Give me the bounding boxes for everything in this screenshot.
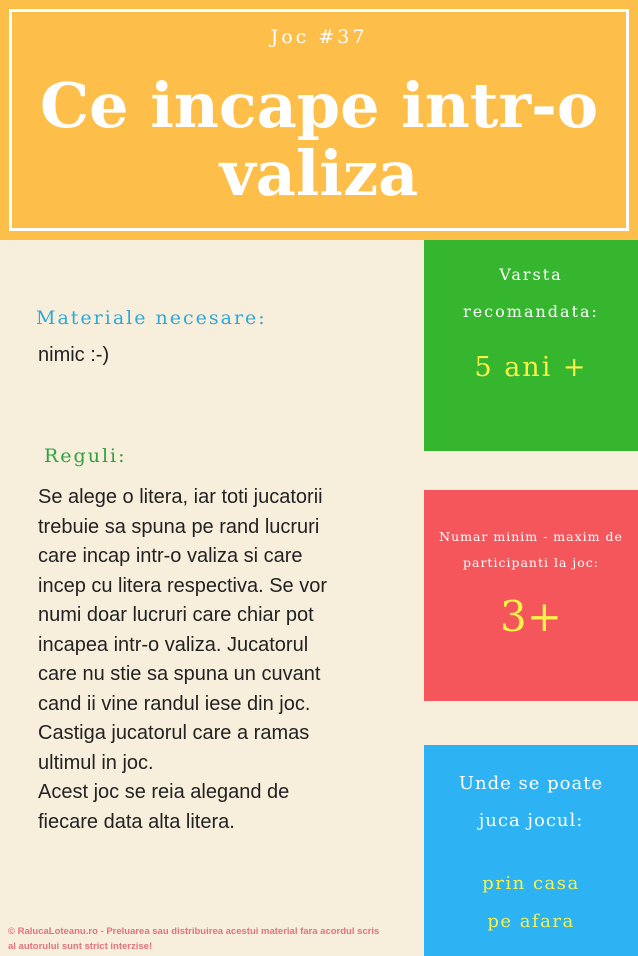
age-value: 5 ani + [474,352,588,383]
location-value-line2: pe afara [487,911,575,932]
copyright-line2: al autorului sunt strict interzise! [8,941,153,952]
age-caption [424,256,638,330]
age-box [424,240,638,451]
location-caption-line1: Unde se poate [458,773,604,794]
players-box [424,490,638,701]
copyright-line1: © RalucaLoteanu.ro - Preluarea sau distribuirea acestui material fara acordul scris [8,926,380,937]
materials-label: Materiale necesare: [36,307,267,329]
header-banner [0,0,638,240]
game-number: Joc #37 [270,26,368,48]
players-value: 3+ [500,592,562,641]
copyright-footer [8,924,420,954]
players-caption-line2: participanti la joc: [463,555,599,570]
location-value [424,865,638,941]
location-caption [424,765,638,839]
players-caption-line1: Numar minim - maxim de [439,529,623,544]
rules-text: Se alege o litera, iar toti jucatorii trebuie sa spuna pe rand lucruri care incap intr-o valiza si care incep cu litera respectiva. Se vor numi doar lucruri care chiar pot incapea intr-o valiza. Jucatorul care nu stie sa spuna un cuvant cand ii vine randul iese din joc. Castiga jucatorul care a ramas ultimul in joc. Acest joc se reia alegand de fiecare data alta litera. [38,486,328,833]
rules-label: Reguli: [44,445,127,467]
materials-text: nimic :-) [38,344,110,366]
age-caption-line2: recomandata: [463,302,599,321]
location-box [424,745,638,956]
location-value-line1: prin casa [482,873,580,894]
players-caption [424,524,638,576]
location-caption-line2: juca jocul: [478,810,584,831]
page-title: Ce incape intr-o valiza [39,69,599,210]
age-caption-line1: Varsta [499,265,563,284]
